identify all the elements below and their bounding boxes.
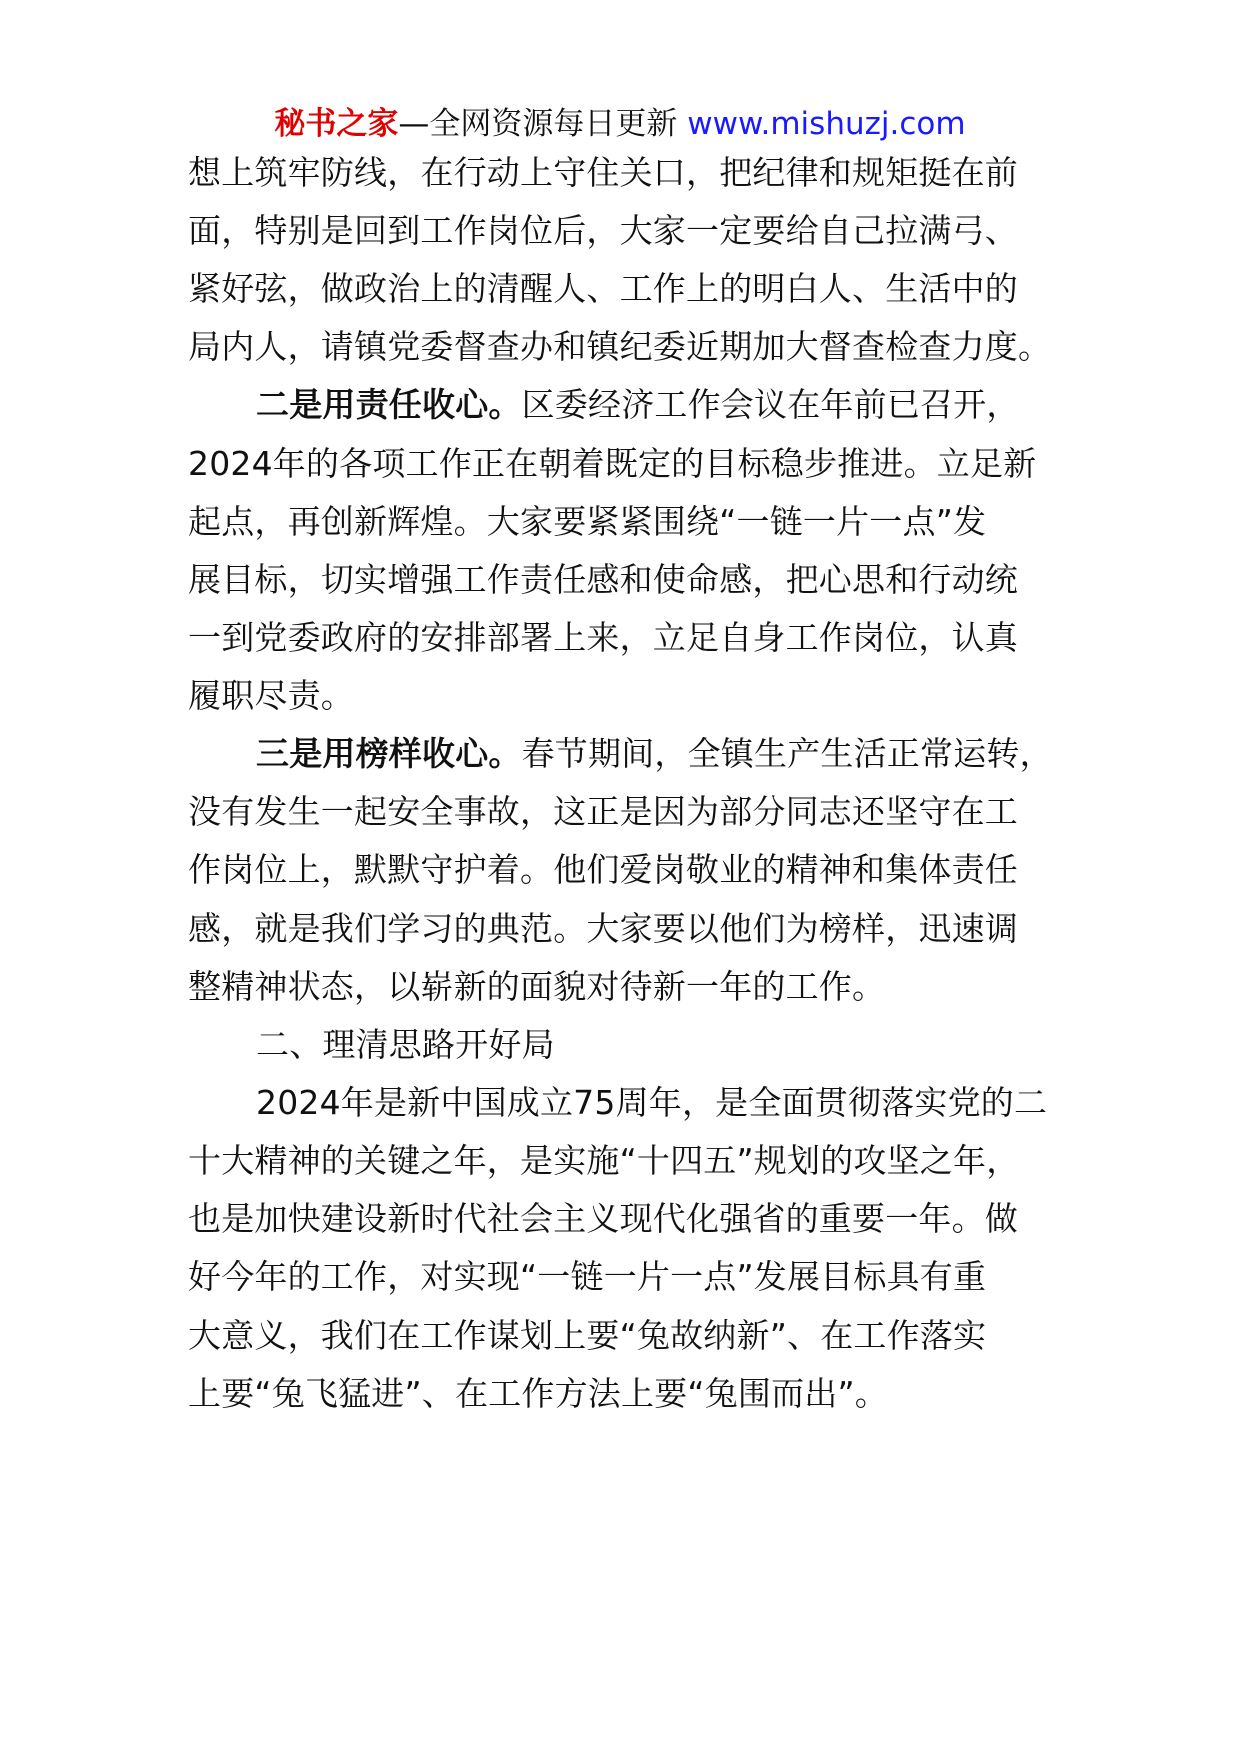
body-line: 局内人，请镇党委督查办和镇纪委近期加大督查检查力度。 (188, 327, 1052, 366)
body-line: 感，就是我们学习的典范。大家要以他们为榜样，迅速调 (188, 909, 1018, 948)
body-line: 履职尽责。 (188, 676, 354, 715)
paragraph-heading: 三是用榜样收心。 (256, 734, 522, 773)
paragraph-first-line (256, 372, 1020, 437)
paragraph-first-line: 2024年是新中国成立75周年，是全面贯彻落实党的二 (256, 1083, 1048, 1122)
section-heading: 二、理清思路开好局 (256, 1025, 555, 1064)
body-line: 也是加快建设新时代社会主义现代化强省的重要一年。做 (188, 1199, 1018, 1238)
body-line: 紧好弦，做政治上的清醒人、工作上的明白人、生活中的 (188, 269, 1018, 308)
body-line: 整精神状态，以崭新的面貌对待新一年的工作。 (188, 967, 886, 1006)
paragraph-text: 春节期间，全镇生产生活正常运转， (521, 734, 1053, 773)
body-line: 想上筑牢防线，在行动上守住关口，把纪律和规矩挺在前 (188, 153, 1018, 192)
paragraph-text: 区委经济工作会议在年前已召开， (521, 385, 1020, 424)
paragraph-heading: 二是用责任收心。 (256, 385, 522, 424)
body-line: 上要“兔飞猛进”、在工作方法上要“兔围而出”。 (188, 1374, 888, 1413)
body-line: 好今年的工作，对实现“一链一片一点”发展目标具有重 (188, 1257, 987, 1296)
body-line: 起点，再创新辉煌。大家要紧紧围绕“一链一片一点”发 (188, 502, 987, 541)
body-line: 十大精神的关键之年，是实施“十四五”规划的攻坚之年， (188, 1141, 1020, 1180)
site-tagline: —全网资源每日更新 (398, 106, 678, 142)
body-line: 面，特别是回到工作岗位后，大家一定要给自己拉满弓、 (188, 211, 1018, 250)
paragraph-first-line (256, 721, 1053, 786)
body-line: 作岗位上，默默守护着。他们爱岗敬业的精神和集体责任 (188, 850, 1018, 889)
site-url-link[interactable]: www.mishuzj.com (687, 106, 966, 142)
body-line: 2024年的各项工作正在朝着既定的目标稳步推进。立足新 (188, 444, 1037, 483)
body-line: 展目标，切实增强工作责任感和使命感，把心思和行动统 (188, 560, 1018, 599)
body-line: 大意义，我们在工作谋划上要“兔故纳新”、在工作落实 (188, 1316, 987, 1355)
site-brand: 秘书之家 (274, 106, 399, 142)
body-line: 一到党委政府的安排部署上来，立足自身工作岗位，认真 (188, 618, 1018, 657)
body-line: 没有发生一起安全事故，这正是因为部分同志还坚守在工 (188, 792, 1018, 831)
